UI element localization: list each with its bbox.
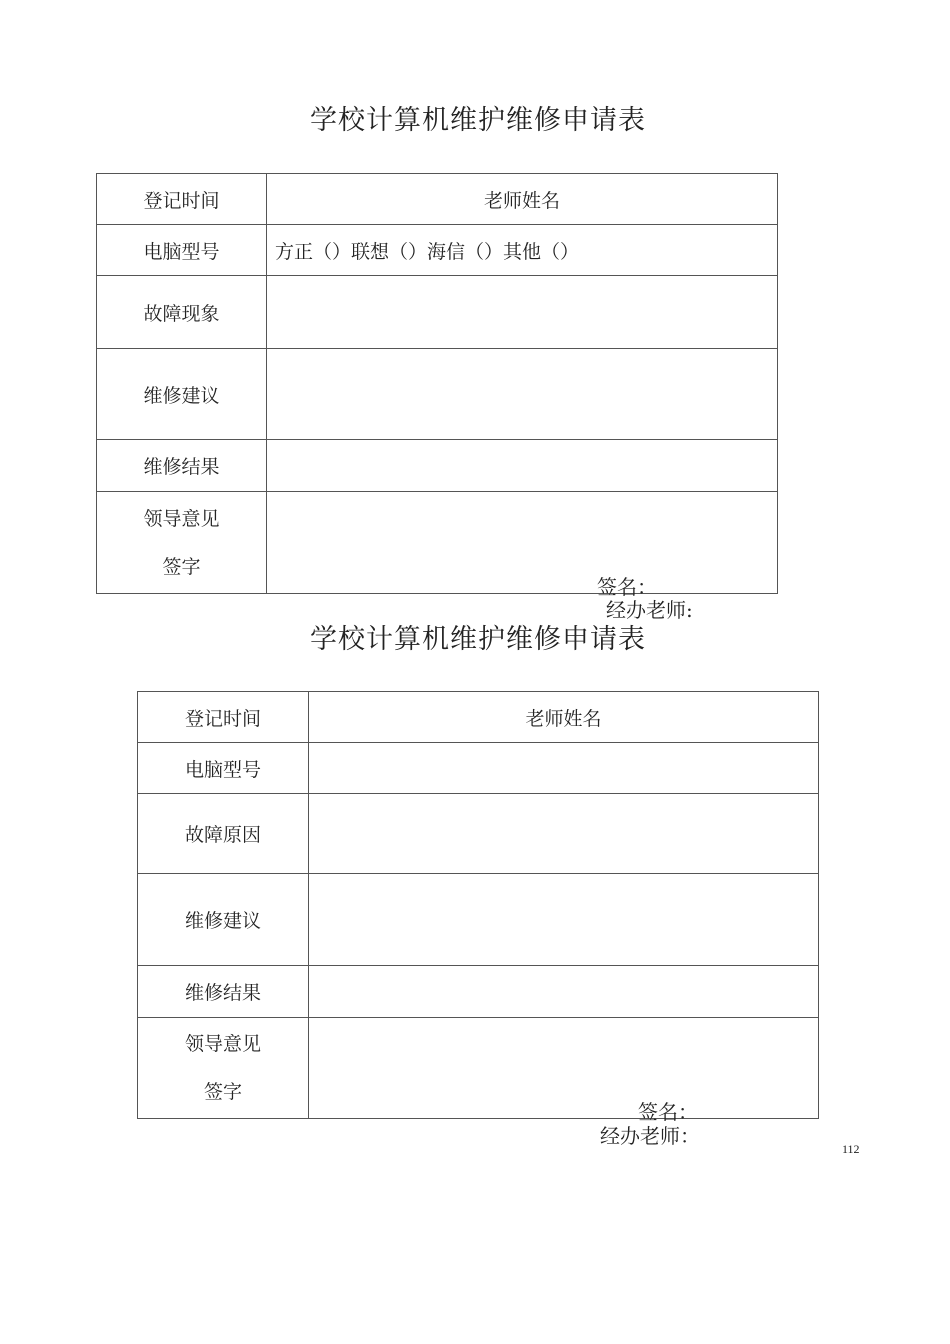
form-1-table	[96, 173, 778, 594]
table-row	[97, 276, 778, 349]
row-value-computer-model[interactable]: 方正（）联想（）海信（）其他（）	[267, 225, 778, 276]
row-value-fault-cause[interactable]	[309, 794, 819, 874]
row-value-repair-result[interactable]	[309, 966, 819, 1018]
row-label-repair-suggestion: 维修建议	[97, 349, 267, 440]
table-row	[97, 174, 778, 225]
row-label-repair-suggestion: 维修建议	[138, 874, 309, 966]
row-label-fault-cause: 故障原因	[138, 794, 309, 874]
row-value-computer-model[interactable]	[309, 743, 819, 794]
row-label-register-time: 登记时间	[138, 692, 309, 743]
row-value-fault-symptom[interactable]	[267, 276, 778, 349]
row-label-fault-symptom: 故障现象	[97, 276, 267, 349]
row-label-repair-result: 维修结果	[97, 440, 267, 492]
page-number: 112	[842, 1142, 860, 1156]
row-label-computer-model: 电脑型号	[97, 225, 267, 276]
table-row	[138, 874, 819, 966]
row-value-leader-opinion[interactable]	[267, 492, 778, 594]
table-row	[138, 1018, 819, 1119]
leader-opinion-line1: 领导意见	[184, 1033, 261, 1055]
leader-opinion-line2: 签字	[203, 1081, 242, 1103]
table-row	[138, 966, 819, 1018]
table-row	[97, 225, 778, 276]
table-row	[138, 794, 819, 874]
form-2-title: 学校计算机维护维修申请表	[310, 624, 646, 655]
row-value-teacher-name[interactable]: 老师姓名	[309, 692, 819, 743]
leader-opinion-line2: 签字	[162, 555, 201, 578]
form-2-handler-label: 经办老师：	[600, 1124, 700, 1148]
table-row	[138, 692, 819, 743]
row-label-repair-result: 维修结果	[138, 966, 309, 1018]
row-value-repair-result[interactable]	[267, 440, 778, 492]
row-label-register-time: 登记时间	[97, 174, 267, 225]
form-2-sign-label: 签名：	[638, 1100, 698, 1124]
row-label-leader-opinion	[97, 492, 267, 594]
table-row	[138, 743, 819, 794]
form-1-title: 学校计算机维护维修申请表	[310, 105, 646, 136]
row-value-repair-suggestion[interactable]	[267, 349, 778, 440]
leader-opinion-line1: 领导意见	[143, 507, 220, 530]
form-1-sign-label: 签名：	[597, 575, 657, 599]
table-row	[97, 492, 778, 594]
row-label-leader-opinion	[138, 1018, 309, 1119]
row-label-computer-model: 电脑型号	[138, 743, 309, 794]
form-2-table	[137, 691, 819, 1119]
row-value-teacher-name[interactable]: 老师姓名	[267, 174, 778, 225]
form-1-handler-label: 经办老师:	[606, 598, 693, 622]
row-value-leader-opinion[interactable]	[309, 1018, 819, 1119]
table-row	[97, 349, 778, 440]
table-row	[97, 440, 778, 492]
row-value-repair-suggestion[interactable]	[309, 874, 819, 966]
